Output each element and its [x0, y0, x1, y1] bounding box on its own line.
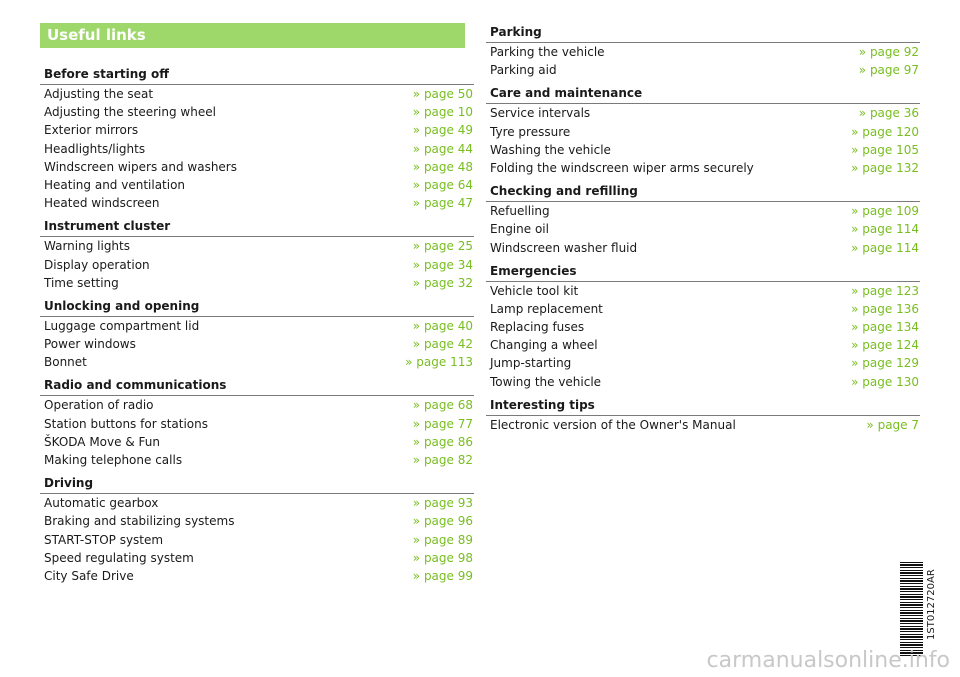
link-row-vehicle-tool-kit[interactable] — [486, 282, 920, 300]
link-label: Service intervals — [490, 106, 591, 121]
link-label: Towing the vehicle — [490, 374, 602, 389]
link-label: Vehicle tool kit — [490, 283, 579, 298]
link-row-adjusting-the-seat[interactable] — [40, 85, 474, 103]
link-row-refuelling[interactable] — [486, 202, 920, 220]
link-label: Operation of radio — [44, 398, 154, 413]
link-label: Station buttons for stations — [44, 416, 208, 431]
page-reference-link[interactable]: » page 98 — [412, 550, 473, 565]
link-label: ŠKODA Move & Fun — [44, 434, 160, 449]
page-reference-link[interactable]: » page 109 — [851, 204, 919, 219]
page-reference-link[interactable]: » page 132 — [851, 160, 919, 175]
link-label: Lamp replacement — [490, 301, 603, 316]
link-row-engine-oil[interactable] — [486, 220, 920, 238]
link-label: Parking the vehicle — [490, 45, 605, 59]
link-label: Making telephone calls — [44, 453, 183, 467]
link-row-service-intervals[interactable] — [486, 104, 920, 122]
section-heading-instrument-cluster: Instrument cluster — [40, 218, 474, 237]
link-row-time-setting[interactable] — [40, 274, 474, 292]
link-label: Refuelling — [490, 204, 550, 219]
page-reference-link[interactable]: » page 7 — [866, 417, 919, 432]
link-row-heating-and-ventilation[interactable] — [40, 176, 474, 194]
link-row-power-windows[interactable] — [40, 335, 474, 353]
page-reference-link[interactable]: » page 48 — [412, 159, 473, 174]
link-label: Engine oil — [490, 222, 549, 237]
link-row-windscreen-wipers-and-washers[interactable] — [40, 158, 474, 176]
page-reference-link[interactable]: » page 10 — [412, 105, 473, 120]
link-row-parking-the-vehicle[interactable] — [486, 43, 920, 61]
page-reference-link[interactable]: » page 50 — [412, 87, 473, 101]
link-label: Jump-starting — [490, 356, 572, 371]
link-row-exterior-mirrors[interactable] — [40, 121, 474, 139]
link-row-adjusting-the-steering-wheel[interactable] — [40, 103, 474, 121]
page-reference-link[interactable]: » page 96 — [412, 514, 473, 529]
link-label: Replacing fuses — [490, 320, 585, 335]
link-row-jump-starting[interactable] — [486, 354, 920, 372]
link-row-parking-aid[interactable] — [486, 61, 920, 79]
link-row-luggage-compartment-lid[interactable] — [40, 317, 474, 335]
link-row-windscreen-washer-fluid[interactable] — [486, 239, 920, 257]
page-reference-link[interactable]: » page 114 — [851, 222, 919, 237]
link-label: Adjusting the seat — [44, 87, 154, 101]
page-reference-link[interactable]: » page 64 — [412, 177, 473, 192]
page-reference-link[interactable]: » page 113 — [405, 355, 473, 370]
section-heading-unlocking-and-opening: Unlocking and opening — [40, 298, 474, 317]
link-row-lamp-replacement[interactable] — [486, 300, 920, 318]
page-reference-link[interactable]: » page 130 — [851, 374, 919, 389]
page-reference-link[interactable]: » page 42 — [412, 337, 473, 352]
link-label: Warning lights — [44, 239, 130, 254]
page-reference-link[interactable]: » page 92 — [858, 45, 919, 59]
link-row-replacing-fuses[interactable] — [486, 318, 920, 336]
section-heading-checking-and-refilling: Checking and refilling — [486, 183, 920, 202]
page-reference-link[interactable]: » page 82 — [412, 453, 473, 467]
page-reference-link[interactable]: » page 105 — [851, 142, 919, 157]
link-row-washing-the-vehicle[interactable] — [486, 141, 920, 159]
link-label: Adjusting the steering wheel — [44, 105, 216, 120]
page-reference-link[interactable]: » page 134 — [851, 320, 919, 335]
link-row-headlights-lights[interactable] — [40, 140, 474, 158]
link-label: Power windows — [44, 337, 136, 352]
section-heading-radio-and-communications: Radio and communications — [40, 377, 474, 396]
link-label: Folding the windscreen wiper arms securely — [490, 160, 754, 175]
link-label: Washing the vehicle — [490, 142, 611, 157]
page-reference-link[interactable]: » page 93 — [412, 496, 473, 511]
link-row-heated-windscreen[interactable] — [40, 194, 474, 212]
page-reference-link[interactable]: » page 86 — [412, 434, 473, 449]
link-row-electronic-version-of-the-owner-s-manual[interactable] — [486, 416, 920, 434]
link-row-making-telephone-calls[interactable] — [40, 451, 474, 469]
link-label: Parking aid — [490, 63, 557, 78]
page-reference-link[interactable]: » page 129 — [851, 356, 919, 371]
link-label: Heating and ventilation — [44, 177, 186, 192]
link-row-speed-regulating-system[interactable] — [40, 549, 474, 567]
page-reference-link[interactable]: » page 36 — [858, 106, 919, 121]
section-heading-emergencies: Emergencies — [486, 263, 920, 282]
page-reference-link[interactable]: » page 77 — [412, 416, 473, 431]
title-bar — [40, 23, 465, 48]
link-label: City Safe Drive — [44, 568, 134, 583]
barcode-text: 1ST012720AR — [926, 569, 937, 640]
page-reference-link[interactable]: » page 136 — [851, 301, 919, 316]
link-label: Bonnet — [44, 355, 87, 370]
page-reference-link[interactable]: » page 120 — [851, 124, 919, 139]
link-row-start-stop-system[interactable] — [40, 531, 474, 549]
section-heading-care-and-maintenance: Care and maintenance — [486, 85, 920, 104]
link-label: Windscreen washer fluid — [490, 240, 638, 255]
link-row-folding-the-windscreen-wiper-arms-securely[interactable] — [486, 159, 920, 177]
page-reference-link[interactable]: » page 40 — [412, 318, 473, 333]
section-heading-parking: Parking — [486, 24, 920, 43]
link-label: START-STOP system — [44, 532, 164, 547]
link-label: Automatic gearbox — [44, 496, 159, 511]
page-reference-link[interactable]: » page 49 — [412, 123, 473, 138]
link-label: Braking and stabilizing systems — [44, 514, 235, 529]
page-reference-link[interactable]: » page 32 — [412, 275, 473, 290]
link-label: Exterior mirrors — [44, 123, 139, 138]
link-label: Headlights/lights — [44, 141, 146, 156]
page-reference-link[interactable]: » page 114 — [851, 240, 919, 255]
link-label: Luggage compartment lid — [44, 318, 200, 333]
link-label: Tyre pressure — [490, 124, 571, 139]
link-label: Heated windscreen — [44, 196, 160, 211]
page-title: Useful links — [47, 26, 146, 44]
link-row-operation-of-radio[interactable] — [40, 396, 474, 414]
section-heading-before-starting-off: Before starting off — [40, 66, 474, 85]
link-row-bonnet[interactable] — [40, 353, 474, 371]
link-row-towing-the-vehicle[interactable] — [486, 373, 920, 391]
right-column — [486, 24, 920, 434]
page-reference-link[interactable]: » page 99 — [412, 568, 473, 583]
left-column — [40, 66, 474, 585]
link-label: Electronic version of the Owner's Manual — [490, 417, 736, 432]
link-row-automatic-gearbox[interactable] — [40, 494, 474, 512]
page-reference-link[interactable]: » page 47 — [412, 196, 473, 211]
watermark: carmanualsonline.info — [706, 648, 950, 673]
link-row-station-buttons-for-stations[interactable] — [40, 415, 474, 433]
barcode-icon — [900, 562, 923, 658]
link-row-display-operation[interactable] — [40, 256, 474, 274]
page-reference-link[interactable]: » page 44 — [412, 141, 473, 156]
link-row-tyre-pressure[interactable] — [486, 123, 920, 141]
link-label: Speed regulating system — [44, 550, 194, 565]
section-heading-driving: Driving — [40, 475, 474, 494]
page-reference-link[interactable]: » page 25 — [412, 239, 473, 254]
link-row-braking-and-stabilizing-systems[interactable] — [40, 512, 474, 530]
page-reference-link[interactable]: » page 123 — [851, 283, 919, 298]
page-reference-link[interactable]: » page 68 — [412, 398, 473, 413]
link-row-city-safe-drive[interactable] — [40, 567, 474, 585]
link-row-changing-a-wheel[interactable] — [486, 336, 920, 354]
link-label: Windscreen wipers and washers — [44, 159, 237, 174]
page-reference-link[interactable]: » page 89 — [412, 532, 473, 547]
link-label: Changing a wheel — [490, 338, 598, 353]
page-reference-link[interactable]: » page 34 — [412, 257, 473, 272]
link-row-koda-move-fun[interactable] — [40, 433, 474, 451]
link-row-warning-lights[interactable] — [40, 237, 474, 255]
link-label: Display operation — [44, 257, 150, 272]
link-label: Time setting — [44, 275, 119, 290]
section-heading-interesting-tips: Interesting tips — [486, 397, 920, 416]
page-reference-link[interactable]: » page 97 — [858, 63, 919, 78]
page-reference-link[interactable]: » page 124 — [851, 338, 919, 353]
